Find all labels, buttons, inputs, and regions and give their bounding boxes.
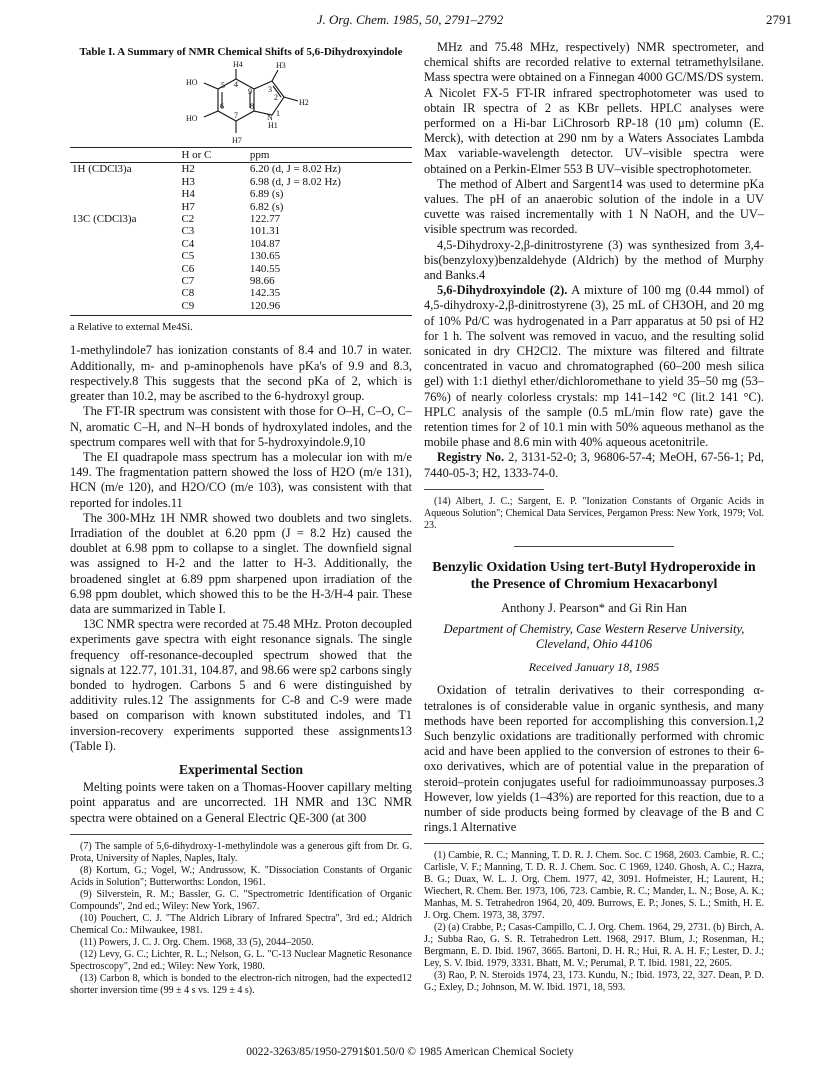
experimental-heading: Experimental Section [178,761,304,777]
article-body: Oxidation of tetralin derivatives to their corresponding α-tetralones is of considerable value in organic synthesis, and many methods have been reported for accomplishing this conversion.1,2 Such benzylic oxidations are traditionally performed with chromic acid and have been applied to the conversion of estrones to their 6-oxo derivatives, which are of potential value in the preparation of steroid–protein conjugates useful for radioimmunoassay purposes.3 However, low yields (1–43%) are reported for this reaction, due to a number of side products being formed by cleavage of the B and C rings.1 Alternative [424,683,764,835]
table-note: a Relative to external Me4Si. [70,322,193,334]
nucleus-cell: 13C (CDCl3)a [72,213,137,226]
copyright-footer: 0022-3263/85/1950-2791$01.50/0 © 1985 American Chemical Society [246,1046,574,1058]
journal-citation: J. Org. Chem. 1985, 50, 2791–2792 [316,12,504,27]
body-paragraph: The EI quadrapole mass spectrum has a molecular ion with m/e 149. The fragmentation pattern showed the loss of H2O (m/e 131), HCN (m/e 120), and H2O/CO (m/e 103), was consistent with that reported for indoles.11 [70,449,412,510]
col-header-h-or-c: H or C [179,148,247,163]
shift-cell: 6.98 (d, J = 8.02 Hz) [249,175,341,188]
table-row [70,201,412,213]
article-title: Benzylic Oxidation Using tert-Butyl Hydroperoxide in the Presence of Chromium Hexacarbonyl [432,559,756,592]
article-authors: Anthony J. Pearson* and Gi Rin Han [501,600,687,615]
table-row [70,188,412,200]
shift-cell: 6.89 (s) [249,188,284,201]
article-affiliation: Department of Chemistry, Case Western Reserve University, Cleveland, Ohio 44106 [443,622,745,652]
footnote: (2) (a) Crabbe, P.; Casas-Campillo, C. J. Org. Chem. 1964, 29, 2731. (b) Birch, A. J.; Subba Rao, G. S. R. Tetrahedron Lett. 1968, 2917. Blum, J.; Rosenman, H.; Bergmann, E. D. Ibid. 1967, 3665. Bartoni, D. H. R.; Hui, R. A. H. F.; Lester, D. J.; Ley, S. V. Ibid. 1979, 3331. Bhatt, M. V.; Perumal, P. T. Ibid. 1981, 22, 2605. [424,922,764,970]
nucleus-cell [70,188,179,200]
body-paragraph: MHz and 75.48 MHz, respectively) NMR spectrometer, and chemical shifts are recorded relative to external tetramethylsilane. Mass spectra were obtained on a Finnegan 4000 GC/MS/DS system. A Nicolet FX-5 FT-IR infrared spectrophotometer was used to obtain IR spectra of 2 as KBr pellets. HPLC analyses were performed on a Hi-bar LiChrosorb RP-18 (10 μm) column (E. Merck), with detection at 290 nm by a Waters Associates Lambda Max variable-wavelength detector. UV–visible spectra were obtained on a Perkin-Elmer 553 B UV–visible spectrophotometer. [424,40,765,176]
label-H4: H4 [233,61,243,69]
body-paragraph: 1-methylindole7 has ionization constants of 8.4 and 10.7 in water. Additionally, m- and p-aminophenols have pKa's of 9.9 and 8.3, respectively.8 This suggests that the second pKa of 2, which is greater than 10.2, may be ascribed to the 6-hydroxyl group. [70,343,412,404]
label-6: 6 [220,102,224,111]
right-footnotes [424,850,764,994]
shift-cell: 101.31 [249,225,281,238]
nucleus-cell [70,275,179,287]
table-row [70,163,412,176]
label-8: 8 [250,102,254,111]
shift-cell: 98.66 [249,275,275,288]
atom-cell: C8 [181,287,195,300]
col-header-ppm: ppm [248,148,412,163]
registry-paragraph [424,450,764,480]
body-paragraph: The FT-IR spectrum was consistent with those for O–H, C–O, C–N, aromatic C–H, and N–H bonds of hydroxylated indoles, and the spectrum compares well with that for 5-hydroxyindole.9,10 [70,404,412,449]
shift-cell: 6.20 (d, J = 8.02 Hz) [249,163,341,176]
table-row [70,176,412,188]
indole-structure [156,61,326,147]
label-3: 3 [268,85,272,94]
shift-cell: 140.55 [249,262,281,275]
table-row [70,213,412,225]
running-header [0,12,820,30]
left-body-text [70,343,412,753]
footnote: (7) The sample of 5,6-dihydroxy-1-methylindole was a generous gift from Dr. G. Prota, University of Naples, Naples, Italy. [70,840,412,864]
page-number: 2791 [766,12,792,27]
article-separator [514,546,674,547]
body-paragraph: 13C NMR spectra were recorded at 75.48 MHz. Proton decoupled experiments gave spectra with eight resonance signals. The single frequency off-resonance-decoupled spectrum showed that the signals at 122.77, 101.31, 104.87, and 98.66 were sp2 carbons singly bonded to hydrogen. Carbons 5 and 6 were distinguished by additivity rules.12 The assignments for C-8 and C-9 were made based on comparison with known substituted indoles, and T1 inversion-recovery experiments supported these assignments13 (Table I). [70,617,412,753]
label-7: 7 [234,111,238,120]
atom-cell: H2 [181,163,195,176]
body-paragraph: The 300-MHz 1H NMR showed two doublets and two singlets. Irradiation of the doublet at 6.20 ppm (J = 8.2 Hz) caused the doublet at 6.98 ppm to collapse to a singlet. The downfield signal was assigned to H-2 and the latter to H-3. Additionally, the broadened singlet at 6.89 ppm sharpened upon irradiation of the 6.98 ppm doublet, which showed this to be the H-3/H-4 pair. These data are summarized in Table I. [70,510,412,616]
footnote: (1) Cambie, R. C.; Manning, T. D. R. J. Chem. Soc. C 1968, 2603. Cambie, R. C.; Carlisle, V. F.; Manning, T. D. R. J. Chem. Soc. C 1969, 1240. Ghosh, A. C.; Hazra, B. G.; Duax, W. L. J. Org. Chem. 1977, 42, 3091. Hofmeister, H.; Laurent, H.; Wiechert, R. Chem. Ber. 1973, 106, 723. Cambie, R. C.; Mander, L. N.; Bose, A. K.; Manhas, M. S. Tetrahedron 1964, 20, 409. Burrows, E. P.; Jones, S. L.; Smith, H. E. J. Org. Chem. 1973, 38, 3797. [424,850,764,922]
atom-cell: C4 [181,237,195,250]
atom-cell: C6 [181,262,195,275]
atom-cell: C9 [179,300,247,316]
col-header-nucleus [70,148,179,163]
table-row [70,287,412,299]
body-paragraph: 4,5-Dihydroxy-2,β-dinitrostyrene (3) was synthesized from 3,4-bis(benzyloxy)benzaldehyde (Aldrich) by the method of Murphy and Banks.4 [424,237,764,283]
nucleus-cell [70,300,179,316]
atom-cell: C7 [181,275,195,288]
nucleus-cell [70,250,179,262]
nucleus-cell [70,201,179,213]
label-5: 5 [221,81,225,90]
left-footnotes [70,841,412,997]
label-9: 9 [248,87,252,96]
footnote-rule-right [424,489,544,490]
registry-lead: Registry No. [437,450,505,465]
label-H1: H1 [268,121,278,130]
nucleus-cell [70,238,179,250]
atom-cell: C3 [181,225,195,238]
shift-cell: 130.65 [249,250,281,263]
shift-cell: 120.96 [248,300,412,316]
footnote: (13) Carbon 8, which is bonded to the electron-rich nitrogen, had the expected12 shorter inversion time (99 ± 4 s vs. 129 ± 4 s). [70,972,412,996]
table-row [70,263,412,275]
nmr-table-body [70,163,412,316]
table-row [70,300,412,316]
experimental-text: Melting points were taken on a Thomas-Hoover capillary melting point apparatus and are uncorrected. 1H NMR and 13C NMR spectra were obtained on a General Electric QE-300 (at 300 [70,780,412,825]
footnote: (11) Powers, J. C. J. Org. Chem. 1968, 33 (5), 2044–2050. [80,936,314,948]
right-body-text [424,40,764,283]
footnote-rule [70,834,412,835]
label-H2: H2 [299,98,309,107]
synthesis-lead: 5,6-Dihydroxyindole (2). [437,283,568,298]
synthesis-paragraph [424,283,764,450]
footnote: (10) Pouchert, C. J. "The Aldrich Library of Infrared Spectra", 3rd ed.; Aldrich Chemical Co.: Milwaukee, 1981. [70,912,412,936]
footnote: (3) Rao, P. N. Steroids 1974, 23, 173. Kundu, N.; Ibid. 1973, 22, 327. Dean, P. D. G.; Exley, D.; Johnson, M. W. Ibid. 1971, 18, 593. [424,970,764,994]
table-row [70,225,412,237]
nucleus-cell [70,287,179,299]
registry-text: 2, 3131-52-0; 3, 96806-57-4; MeOH, 67-56-1; Pd, 7440-05-3; H2, 1333-74-0. [424,450,764,480]
shift-cell: 122.77 [249,213,281,226]
label-H7: H7 [232,136,242,145]
atom-cell: C2 [181,213,195,226]
footnote: (9) Silverstein, R. M.; Bassler, G. C. "Spectrometric Identification of Organic Compounds", 2nd ed.; Wiley: New York, 1967. [70,888,412,912]
table-row [70,238,412,250]
table-title: Table I. A Summary of NMR Chemical Shifts of 5,6-Dihydroxyindole [79,46,403,58]
nucleus-cell [70,176,179,188]
right-column [424,40,764,994]
atom-cell: H3 [181,175,195,188]
label-2: 2 [274,93,278,102]
body-paragraph: The method of Albert and Sargent14 was used to determine pKa values. The pH of an anaerobic solution of the indole in a UV cuvette was raised incrementally with 1 N NaOH, and the UV–visible spectrum was recorded. [424,176,764,237]
shift-cell: 6.82 (s) [249,200,284,213]
label-4: 4 [234,80,238,89]
table-row [70,250,412,262]
footnote: (8) Kortum, G.; Vogel, W.; Andrussow, K. "Dissociation Constants of Organic Acids in Solution"; Butterworths: London, 1961. [70,864,412,888]
nucleus-cell [70,225,179,237]
label-N: N [267,113,273,122]
footnote: (12) Levy, G. C.; Lichter, R. L.; Nelson, G. L. "C-13 Nuclear Magnetic Resonance Spectroscopy", 2nd ed.; Wiley: New York, 1980. [70,948,412,972]
atom-cell: H4 [181,188,195,201]
atom-cell: H7 [181,200,195,213]
footnote-14: (14) Albert, J. C.; Sargent, E. P. "Ionization Constants of Organic Acids in Aqueous Solution"; Chemical Data Services, Pergamon Press: New York, 1979; Vol. 23. [424,495,764,531]
shift-cell: 142.35 [249,287,281,300]
table-header-row [70,148,412,163]
article-received: Received January 18, 1985 [528,660,660,675]
table-row [70,275,412,287]
left-column [70,40,412,997]
shift-cell: 104.87 [249,237,281,250]
label-HO-5: HO [186,78,198,87]
synthesis-text: A mixture of 100 mg (0.44 mmol) of 4,5-dihydroxy-2,β-dinitrostyrene (3), 25 mL of CH3OH, and 20 mg of 10% Pd/C was hydrogenated in a Parr apparatus at 50 psi of H2 for 1 h. The solvent was removed in vacuo, and the resulting solid sonicated in dry CH2Cl2. The mixture was filtered and filtrate concentrated in vacuo and chromatographed (60–200 mesh silica gel) with 1:1 diethyl ether/dichloromethane to yield 35–50 mg (53–76%) of nearly colorless crystals: mp 141–142 °C (lit.2 141 °C). HPLC analysis of the sample (0.5 mL/min flow rate) gave the retention times for 2 of 10.1 min with 50% aqueous methanol as the mobile phase and 8.6 min with 40% aqueous acetonitrile. [424,283,765,450]
atom-cell: C5 [181,250,195,263]
label-H3: H3 [276,61,286,70]
footnote-rule-article [424,843,764,844]
nucleus-cell: 1H (CDCl3)a [72,163,132,176]
label-HO-6: HO [186,114,198,123]
label-1: 1 [276,109,280,118]
nucleus-cell [70,263,179,275]
nmr-table [70,147,412,316]
